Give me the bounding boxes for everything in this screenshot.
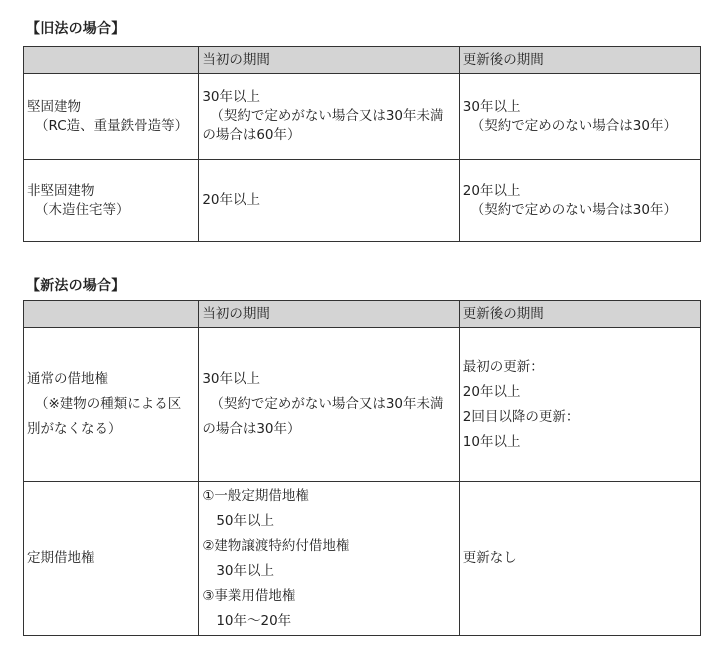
- initial-period-cell: [199, 482, 459, 636]
- renewal-period-cell: [459, 482, 700, 636]
- renewal-period-note: （契約で定めのない場合は30年）: [470, 117, 677, 134]
- building-type-name: 非堅固建物: [27, 182, 95, 199]
- table-row: [24, 74, 701, 160]
- header-cell-renewal-period: 更新後の期間: [459, 301, 700, 328]
- initial-period-note: （契約で定めがない場合又は30年未満: [210, 396, 444, 412]
- initial-period-note-cont: の場合は30年）: [202, 421, 301, 437]
- building-type-note: （RC造、重量鉄骨造等）: [35, 117, 189, 134]
- initial-period-cell: [199, 328, 459, 482]
- header-cell-blank: [24, 301, 199, 328]
- leasehold-type-note: （※建物の種類による区: [35, 396, 182, 412]
- later-renewal-value: 10年以上: [462, 433, 521, 450]
- transfer-special-term-label: ②建物譲渡特約付借地権: [202, 537, 350, 554]
- initial-period-value: 20年以上: [202, 192, 261, 208]
- renewal-period-note: （契約で定めのない場合は30年）: [470, 201, 677, 218]
- initial-period-value: 30年以上: [202, 371, 261, 387]
- initial-period-value: 30年以上: [202, 89, 261, 105]
- leasehold-type-name: 定期借地権: [27, 550, 95, 566]
- building-type-cell: [24, 74, 199, 160]
- building-type-name: 堅固建物: [27, 98, 81, 115]
- renewal-period-cell: [459, 74, 700, 160]
- business-use-term-label: ③事業用借地権: [202, 587, 296, 604]
- initial-period-note: （契約で定めがない場合又は30年未満: [210, 108, 444, 124]
- header-cell-renewal-period: 更新後の期間: [459, 47, 700, 74]
- initial-period-cell: [199, 74, 459, 160]
- first-renewal-label: 最初の更新：: [462, 358, 544, 375]
- general-fixed-term-value: 50年以上: [216, 512, 275, 529]
- leasehold-type-name: 通常の借地権: [27, 371, 108, 387]
- table-row: [24, 482, 701, 636]
- header-cell-initial-period: 当初の期間: [199, 47, 459, 74]
- leasehold-type-note-cont: 別がなくなる）: [27, 421, 122, 437]
- header-cell-blank: [24, 47, 199, 74]
- renewal-period-value: 20年以上: [462, 182, 521, 199]
- building-type-note: （木造住宅等）: [35, 201, 130, 218]
- renewal-period-value: 更新なし: [462, 550, 517, 566]
- building-type-cell: [24, 160, 199, 242]
- old-law-title: 【旧法の場合】: [26, 21, 126, 37]
- transfer-special-term-value: 30年以上: [216, 562, 275, 579]
- business-use-term-value: 10年〜20年: [216, 612, 292, 629]
- initial-period-cell: [199, 160, 459, 242]
- old-law-table: [23, 46, 701, 242]
- table-row: [24, 328, 701, 482]
- table-header-row: [24, 301, 701, 328]
- new-law-title: 【新法の場合】: [26, 278, 126, 294]
- later-renewal-label: 2回目以降の更新：: [462, 408, 580, 425]
- leasehold-type-cell: [24, 328, 199, 482]
- renewal-period-cell: [459, 160, 700, 242]
- new-law-table: [23, 300, 701, 636]
- table-row: [24, 160, 701, 242]
- general-fixed-term-label: ①一般定期借地権: [202, 487, 309, 504]
- renewal-period-value: 30年以上: [462, 98, 521, 115]
- table-header-row: [24, 47, 701, 74]
- renewal-period-cell: [459, 328, 700, 482]
- header-cell-initial-period: 当初の期間: [199, 301, 459, 328]
- initial-period-note-cont: の場合は60年）: [202, 127, 301, 143]
- leasehold-type-cell: [24, 482, 199, 636]
- first-renewal-value: 20年以上: [462, 383, 521, 400]
